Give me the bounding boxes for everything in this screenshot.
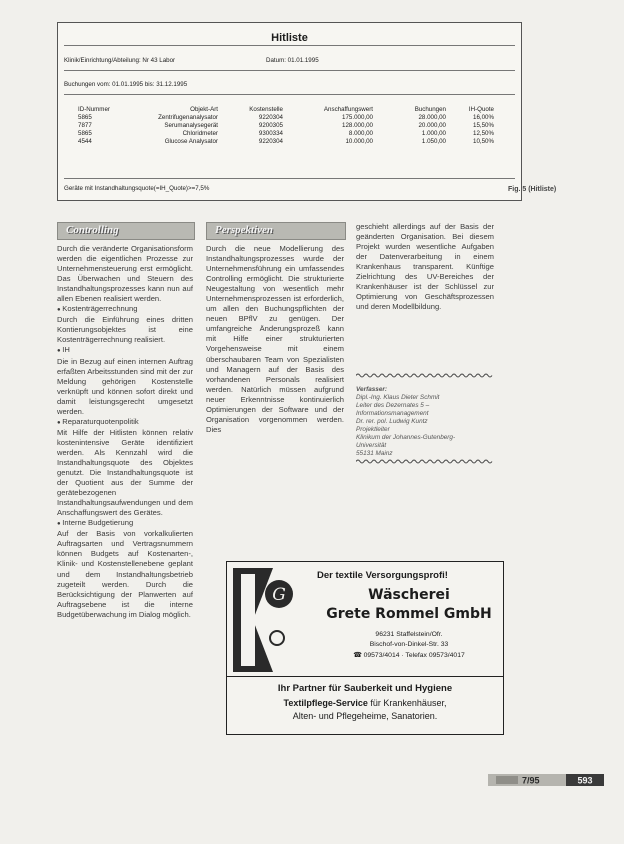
column-header: Anschaffungswert bbox=[323, 106, 373, 113]
controlling-column bbox=[57, 244, 193, 620]
author-line: Dr. rer. pol. Ludwig Kuntz bbox=[356, 418, 428, 425]
table-cell: 4544 bbox=[78, 138, 92, 145]
ad-company-line2: Grete Rommel GmbH bbox=[326, 606, 492, 622]
hitliste-title: Hitliste bbox=[271, 32, 308, 44]
table-cell: 128.000,00 bbox=[342, 122, 373, 129]
table-row bbox=[78, 130, 494, 138]
ad-homes-line: Alten- und Pflegeheime, Sanatorien. bbox=[292, 711, 438, 721]
author-line: Leiter des Dezernates 5 – bbox=[356, 402, 430, 409]
divider bbox=[64, 94, 515, 95]
author-line: Universität bbox=[356, 442, 387, 449]
paragraph: Mit Hilfe der Hitlisten können relativ kostenintensive Geräte identifiziert werden. Als Kennzahl wird die Instandhaltungsquote des Objektes genutzt. Die Instandhaltungsquote ist der Quotient aus der Summe der gerätebezogenen Instandhaltungsaufwendungen und dem Anschaffungswert des Gerätes. bbox=[57, 427, 193, 518]
author-line: Informationsmanagement bbox=[356, 410, 429, 417]
table-cell: 5865 bbox=[78, 114, 92, 121]
paragraph: Die in Bezug auf einen internen Auftrag erfaßten Arbeitsstunden sind mit der zur Meldung gehörigen Kostenstelle verknüpft und können sofort direkt und damit leistungsgerecht umgesetzt werden. bbox=[57, 356, 193, 416]
paragraph: Auf der Basis von vorkalkulierten Auftragsarten und Vertragsnummern können Budgets auf Kostenarten-, Klinik- und Kostenstellenebene geplant und dem Instandhaltungsbetrieb zugeteilt werden. Durch die Berücksichtigung der Planwerten auf Auftragsebene ist die interne Budgetüberwachung im Dialog möglich. bbox=[57, 529, 193, 619]
table-cell: 175.000,00 bbox=[342, 114, 373, 121]
table-cell: 20.000,00 bbox=[418, 122, 446, 129]
ad-address-city: 96231 Staffelstein/Ofr. bbox=[375, 631, 443, 638]
table-cell: 28.000,00 bbox=[418, 114, 446, 121]
bullet-heading: ● IH bbox=[57, 345, 193, 356]
hitliste-bookings: Buchungen vom: 01.01.1995 bis: 31.12.1995 bbox=[64, 81, 188, 88]
author-line: Klinikum der Johannes-Gutenberg- bbox=[356, 434, 456, 441]
ad-phone: ☎ 09573/4014 · Telefax 09573/4017 bbox=[353, 652, 465, 659]
controlling-heading: Controlling bbox=[66, 224, 119, 236]
paragraph: Durch die veränderte Organisationsform werden die eigentlichen Prozesse zur Unternehmensteuerung erst ermöglicht. Das Überwachen und Steuern des Instandhaltungsprozesses kann nun auf allen Ebenen realisiert werden. bbox=[57, 244, 193, 304]
table-cell: Serumanalysegerät bbox=[164, 122, 218, 129]
table-cell: 15,50% bbox=[473, 122, 494, 129]
divider bbox=[64, 70, 515, 71]
wavy-rule bbox=[356, 458, 493, 465]
paragraph: Durch die neue Modellierung des Instandhaltungsprozesses wurde der Unternehmensführung ein umfassendes Controlling ermöglicht. Die strukturierte Neugestaltung von wesentlich mehr Unternehmensprozessen ist erforderlich, um allen den Buchungspflichten der neuen BPflV zu genügen. Der umfangreiche Änderungsprozeß kann mit Hilfe einer strukturierten Vorgehensweise mit einem überschaubaren Team von Spezialisten und Managern auf der Basis des vorhandenen Personals realisiert werden. Natürlich müssen aufgrund neuer Erkenntnisse kontinuierlich Optimierungen der Software und der Organisation vorgenommen werden. Dies bbox=[206, 244, 344, 434]
figure-caption: Fig. 5 (Hitliste) bbox=[508, 186, 557, 193]
table-cell: 8.000,00 bbox=[348, 130, 373, 137]
author-line: Projektleiter bbox=[356, 426, 390, 433]
table-cell: Glucose Analysator bbox=[164, 138, 218, 145]
page-number: 593 bbox=[577, 775, 593, 786]
table-cell: 9200305 bbox=[258, 122, 283, 129]
table-header-row bbox=[78, 106, 494, 114]
wavy-rule bbox=[356, 372, 493, 379]
hitliste-header-left: Klinik/Einrichtung/Abteilung: Nr 43 Labor bbox=[64, 57, 176, 64]
divider bbox=[64, 45, 515, 46]
ad-service-bold: Textilpflege-Service bbox=[283, 698, 368, 708]
table-cell: 7877 bbox=[78, 122, 92, 129]
table-row bbox=[78, 138, 494, 146]
perspektiven-heading: Perspektiven bbox=[215, 224, 274, 236]
table-cell: 10.000,00 bbox=[345, 138, 373, 145]
logo-letter: G bbox=[272, 585, 286, 605]
ad-address-street: Bischof-von-Dinkel-Str. 33 bbox=[369, 641, 449, 648]
table-cell: 12,50% bbox=[473, 130, 494, 137]
advertisement bbox=[226, 561, 504, 735]
table-cell: 1.000,00 bbox=[421, 130, 446, 137]
hitliste-figure bbox=[57, 22, 522, 201]
issue-number: 7/95 bbox=[522, 775, 540, 786]
table-cell: 10,50% bbox=[473, 138, 494, 145]
ad-partner-slogan: Ihr Partner für Sauberkeit und Hygiene bbox=[277, 683, 453, 694]
ad-company-line1: Wäscherei bbox=[368, 587, 450, 603]
authors-block bbox=[356, 386, 496, 458]
table-cell: 16,00% bbox=[473, 114, 494, 121]
bullet-heading: ● Interne Budgetierung bbox=[57, 518, 193, 529]
table-row bbox=[78, 122, 494, 130]
controlling-heading-bar bbox=[57, 222, 195, 240]
page-footer bbox=[488, 774, 604, 786]
ad-tagline: Der textile Versorgungsprofi! bbox=[317, 570, 448, 581]
column-header: Objekt-Art bbox=[190, 106, 218, 113]
paragraph: Durch die Einführung eines dritten Kontierungsobjektes ist eine Kostenträgerrechnung realisiert. bbox=[57, 315, 193, 345]
divider bbox=[64, 178, 515, 179]
paragraph: geschieht allerdings auf der Basis der geänderten Organisation. Bei diesem Projekt wurden wesentliche Aufgaben der Datenverarbeitung in einem Krankenhaus transparent. Künftige Zielrichtung des UV-Bereiches der Krankenhäuser ist der Schlüssel zur Optimierung von Geschäftsprozessen und deren Modellbildung. bbox=[356, 222, 494, 312]
hitliste-header-right: Datum: 01.01.1995 bbox=[266, 57, 319, 64]
table-cell: Zentrifugenanalysator bbox=[158, 114, 218, 121]
author-line: 55131 Mainz bbox=[356, 450, 393, 457]
column-header: Kostenstelle bbox=[249, 106, 283, 113]
laundry-logo-icon bbox=[233, 568, 307, 672]
hitliste-footer-note: Geräte mit Instandhaltungsquote(=IH_Quote)>=7,5% bbox=[64, 185, 210, 192]
column-header: ID-Nummer bbox=[78, 106, 110, 113]
column-header: IH-Quote bbox=[468, 106, 494, 113]
ad-service-line bbox=[227, 698, 503, 708]
column-header: Buchungen bbox=[414, 106, 446, 113]
table-cell: 9220304 bbox=[258, 114, 283, 121]
table-row bbox=[78, 114, 494, 122]
table-cell: 9300334 bbox=[258, 130, 283, 137]
perspektiven-column bbox=[206, 244, 344, 435]
continued-column bbox=[356, 222, 494, 312]
divider bbox=[227, 676, 503, 677]
ad-service-rest: für Krankenhäuser, bbox=[367, 698, 447, 708]
author-line: Dipl.-Ing. Klaus Dieter Schmit bbox=[356, 394, 440, 401]
perspektiven-heading-bar bbox=[206, 222, 346, 240]
table-cell: Chloridmeter bbox=[182, 130, 218, 137]
bullet-heading: ● Reparaturquotenpolitik bbox=[57, 417, 193, 428]
hitliste-table bbox=[78, 106, 494, 146]
table-cell: 9220304 bbox=[258, 138, 283, 145]
table-cell: 1.050,00 bbox=[421, 138, 446, 145]
bullet-heading: ● Kostenträgerrechnung bbox=[57, 304, 193, 315]
authors-label: Verfasser: bbox=[356, 386, 388, 393]
table-cell: 5865 bbox=[78, 130, 92, 137]
